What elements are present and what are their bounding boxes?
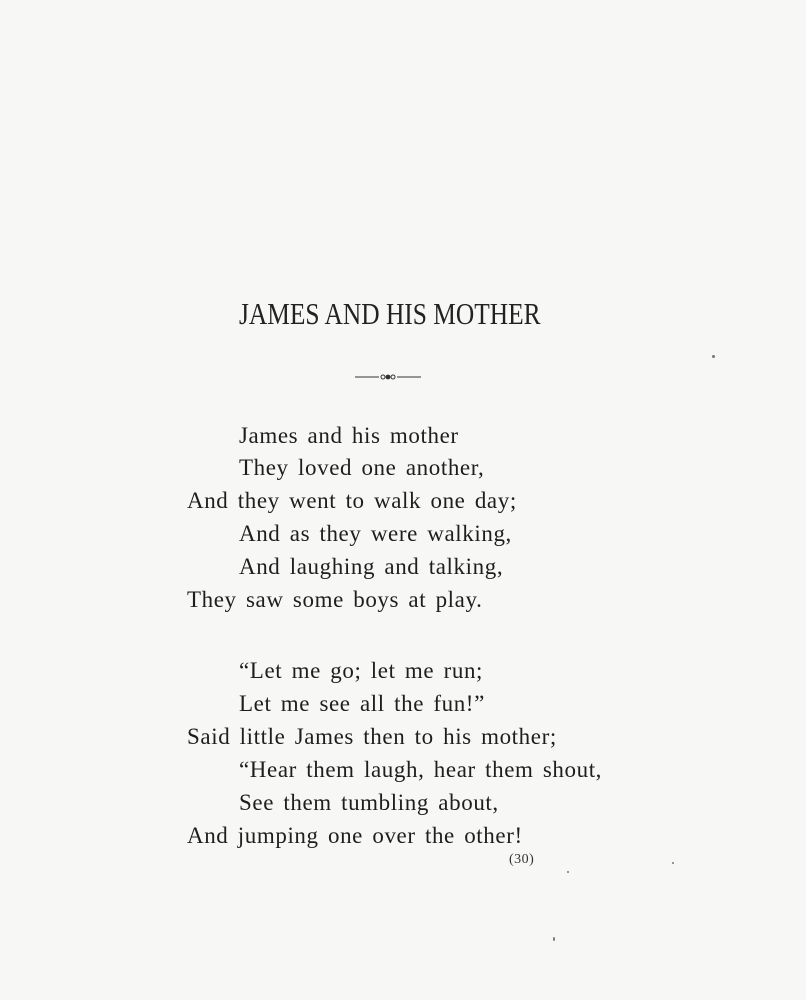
poem-line: And as they were walking, — [239, 521, 512, 546]
page-number: (30) — [509, 852, 535, 867]
poem-line: And jumping one over the other! — [187, 823, 523, 848]
poem-line: “Let me go; let me run; — [239, 658, 484, 683]
poem-line: See them tumbling about, — [239, 790, 499, 815]
poem-line: And laughing and talking, — [239, 554, 504, 579]
poem-line: “Hear them laugh, hear them shout, — [239, 757, 603, 782]
ornament-divider — [355, 372, 421, 382]
paper-speck — [672, 862, 674, 864]
paper-speck — [553, 937, 555, 941]
paper-speck — [567, 871, 569, 873]
poem-line: They saw some boys at play. — [187, 587, 483, 612]
poem-title: JAMES AND HIS MOTHER — [239, 296, 541, 331]
poem-line: And they went to walk one day; — [187, 488, 517, 513]
poem-line: James and his mother — [239, 423, 459, 448]
paper-speck — [712, 355, 715, 358]
poem-line: Let me see all the fun!” — [239, 691, 485, 716]
poem-line: Said little James then to his mother; — [187, 724, 557, 749]
poem-line: They loved one another, — [239, 455, 485, 480]
